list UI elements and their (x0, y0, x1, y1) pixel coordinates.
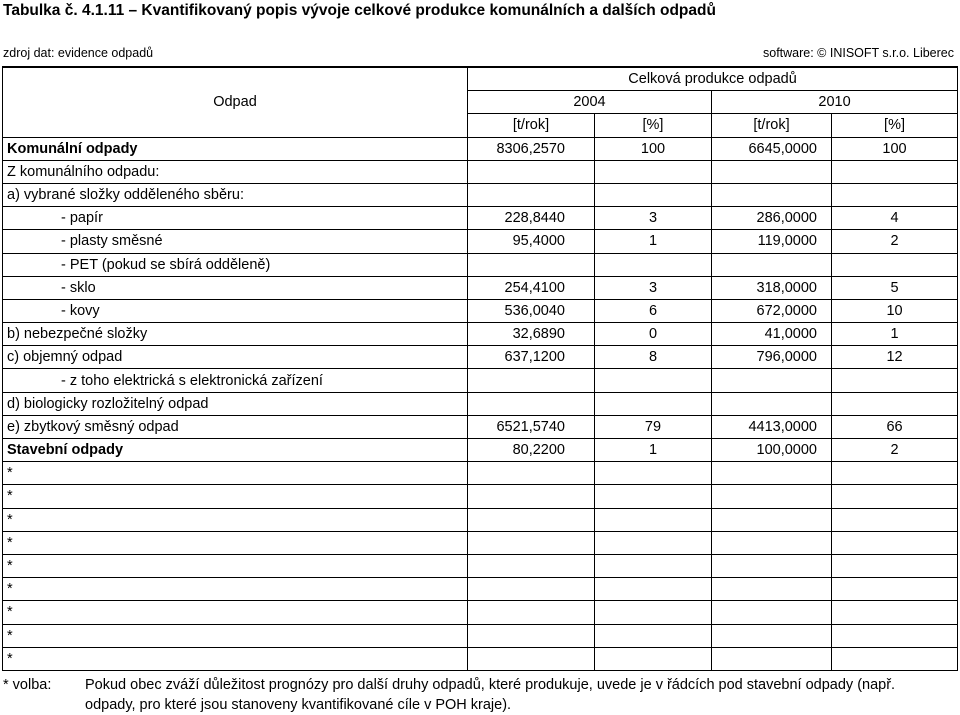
table-row (3, 462, 958, 485)
table-row (3, 415, 958, 438)
row-label: - sklo (3, 276, 468, 299)
value-2004-t (468, 183, 595, 206)
value-2004-t: 8306,2570 (468, 137, 595, 160)
value-2010-t (712, 601, 832, 624)
header-row-group (3, 67, 958, 91)
value-2010-t: 119,0000 (712, 230, 832, 253)
value-2004-t (468, 624, 595, 647)
value-2004-pct: 6 (595, 299, 712, 322)
table-row (3, 485, 958, 508)
value-2010-t (712, 578, 832, 601)
header-unit-pct-2004: [%] (595, 114, 712, 137)
value-2010-pct (832, 485, 958, 508)
value-2004-t (468, 554, 595, 577)
row-label: * (3, 554, 468, 577)
row-label: - plasty směsné (3, 230, 468, 253)
row-label: a) vybrané složky odděleného sběru: (3, 183, 468, 206)
value-2010-t (712, 160, 832, 183)
value-2004-t: 228,8440 (468, 207, 595, 230)
table-row (3, 392, 958, 415)
value-2010-t: 4413,0000 (712, 415, 832, 438)
value-2010-t (712, 647, 832, 670)
row-label: * (3, 508, 468, 531)
row-label: * (3, 531, 468, 554)
value-2004-pct (595, 647, 712, 670)
value-2004-t: 637,1200 (468, 346, 595, 369)
row-label: d) biologicky rozložitelný odpad (3, 392, 468, 415)
value-2004-t: 6521,5740 (468, 415, 595, 438)
value-2004-t (468, 160, 595, 183)
header-unit-pct-2010: [%] (832, 114, 958, 137)
value-2010-t: 100,0000 (712, 439, 832, 462)
value-2004-t (468, 578, 595, 601)
value-2004-t (468, 253, 595, 276)
value-2004-t (468, 601, 595, 624)
value-2004-pct (595, 160, 712, 183)
value-2004-t (468, 462, 595, 485)
value-2010-t: 672,0000 (712, 299, 832, 322)
header-group: Celková produkce odpadů (468, 67, 958, 91)
table-row (3, 508, 958, 531)
value-2010-t (712, 508, 832, 531)
value-2010-pct: 5 (832, 276, 958, 299)
value-2004-pct (595, 531, 712, 554)
row-label: * (3, 601, 468, 624)
value-2004-t (468, 647, 595, 670)
value-2004-t (468, 531, 595, 554)
row-label: * (3, 647, 468, 670)
table-row (3, 299, 958, 322)
header-year-2004: 2004 (468, 91, 712, 114)
value-2004-pct (595, 578, 712, 601)
value-2010-pct (832, 624, 958, 647)
value-2004-t (468, 369, 595, 392)
row-label: - z toho elektrická s elektronická zařízení (3, 369, 468, 392)
row-label: Z komunálního odpadu: (3, 160, 468, 183)
table-row (3, 369, 958, 392)
value-2004-pct: 3 (595, 276, 712, 299)
row-label: Komunální odpady (3, 137, 468, 160)
value-2010-pct: 12 (832, 346, 958, 369)
value-2010-t (712, 624, 832, 647)
value-2010-t: 286,0000 (712, 207, 832, 230)
table-row (3, 253, 958, 276)
value-2010-pct (832, 578, 958, 601)
value-2004-t (468, 485, 595, 508)
value-2004-t: 95,4000 (468, 230, 595, 253)
value-2010-pct (832, 647, 958, 670)
software-credit: software: © INISOFT s.r.o. Liberec (763, 46, 954, 60)
value-2004-t: 536,0040 (468, 299, 595, 322)
value-2004-pct (595, 554, 712, 577)
value-2010-t (712, 485, 832, 508)
value-2004-t: 32,6890 (468, 323, 595, 346)
value-2010-pct (832, 462, 958, 485)
header-unit-t-2004: [t/rok] (468, 114, 595, 137)
value-2010-pct: 2 (832, 439, 958, 462)
value-2010-pct: 2 (832, 230, 958, 253)
value-2010-t: 6645,0000 (712, 137, 832, 160)
table-row (3, 554, 958, 577)
value-2010-t: 318,0000 (712, 276, 832, 299)
value-2004-pct (595, 462, 712, 485)
value-2004-pct (595, 369, 712, 392)
row-label: * (3, 485, 468, 508)
table-row (3, 323, 958, 346)
header-unit-t-2010: [t/rok] (712, 114, 832, 137)
value-2010-t (712, 554, 832, 577)
value-2004-pct (595, 485, 712, 508)
value-2010-t (712, 392, 832, 415)
value-2010-pct (832, 160, 958, 183)
value-2010-pct (832, 601, 958, 624)
value-2010-t (712, 183, 832, 206)
value-2004-t: 254,4100 (468, 276, 595, 299)
value-2004-pct (595, 253, 712, 276)
row-label: - papír (3, 207, 468, 230)
table-row (3, 276, 958, 299)
table-row (3, 647, 958, 670)
table-row (3, 230, 958, 253)
value-2004-pct (595, 601, 712, 624)
row-label: c) objemný odpad (3, 346, 468, 369)
row-label: e) zbytkový směsný odpad (3, 415, 468, 438)
value-2010-pct: 1 (832, 323, 958, 346)
table-row (3, 624, 958, 647)
value-2010-pct (832, 253, 958, 276)
value-2004-pct: 0 (595, 323, 712, 346)
value-2004-pct (595, 624, 712, 647)
table-row (3, 183, 958, 206)
table-row (3, 137, 958, 160)
value-2004-pct (595, 183, 712, 206)
value-2010-t: 796,0000 (712, 346, 832, 369)
table-row (3, 439, 958, 462)
value-2004-pct (595, 392, 712, 415)
header-odpad: Odpad (3, 67, 468, 137)
value-2004-pct: 8 (595, 346, 712, 369)
row-label: * (3, 578, 468, 601)
row-label: - PET (pokud se sbírá odděleně) (3, 253, 468, 276)
waste-production-table (2, 66, 958, 671)
value-2010-pct (832, 183, 958, 206)
row-label: * (3, 462, 468, 485)
value-2004-pct (595, 508, 712, 531)
row-label: - kovy (3, 299, 468, 322)
value-2010-pct: 100 (832, 137, 958, 160)
value-2004-pct: 1 (595, 230, 712, 253)
value-2010-t (712, 462, 832, 485)
value-2004-pct: 100 (595, 137, 712, 160)
value-2010-pct (832, 392, 958, 415)
row-label: b) nebezpečné složky (3, 323, 468, 346)
table-title: Tabulka č. 4.1.11 – Kvantifikovaný popis vývoje celkové produkce komunálních a dalších odpadů (3, 2, 716, 19)
row-label: * (3, 624, 468, 647)
table-row (3, 160, 958, 183)
value-2010-pct (832, 369, 958, 392)
value-2004-pct: 79 (595, 415, 712, 438)
table-row (3, 207, 958, 230)
table-row (3, 601, 958, 624)
table-row (3, 346, 958, 369)
value-2004-pct: 1 (595, 439, 712, 462)
value-2004-pct: 3 (595, 207, 712, 230)
value-2004-t (468, 392, 595, 415)
data-source: zdroj dat: evidence odpadů (3, 46, 154, 60)
footnote-text: Pokud obec zváží důležitost prognózy pro další druhy odpadů, které produkuje, uvede je v řádcích pod stavební odpady (např. odpady, pro které jsou stanoveny kvantifikované cíle v POH kraje). (85, 677, 896, 713)
value-2010-t (712, 369, 832, 392)
value-2004-t: 80,2200 (468, 439, 595, 462)
value-2004-t (468, 508, 595, 531)
value-2010-pct (832, 531, 958, 554)
value-2010-pct (832, 554, 958, 577)
value-2010-pct: 66 (832, 415, 958, 438)
value-2010-pct (832, 508, 958, 531)
value-2010-pct: 4 (832, 207, 958, 230)
table-row (3, 578, 958, 601)
value-2010-t (712, 253, 832, 276)
table-row (3, 531, 958, 554)
value-2010-pct: 10 (832, 299, 958, 322)
footnote-label: * volba: (3, 677, 52, 693)
value-2010-t: 41,0000 (712, 323, 832, 346)
value-2010-t (712, 531, 832, 554)
row-label: Stavební odpady (3, 439, 468, 462)
header-year-2010: 2010 (712, 91, 958, 114)
